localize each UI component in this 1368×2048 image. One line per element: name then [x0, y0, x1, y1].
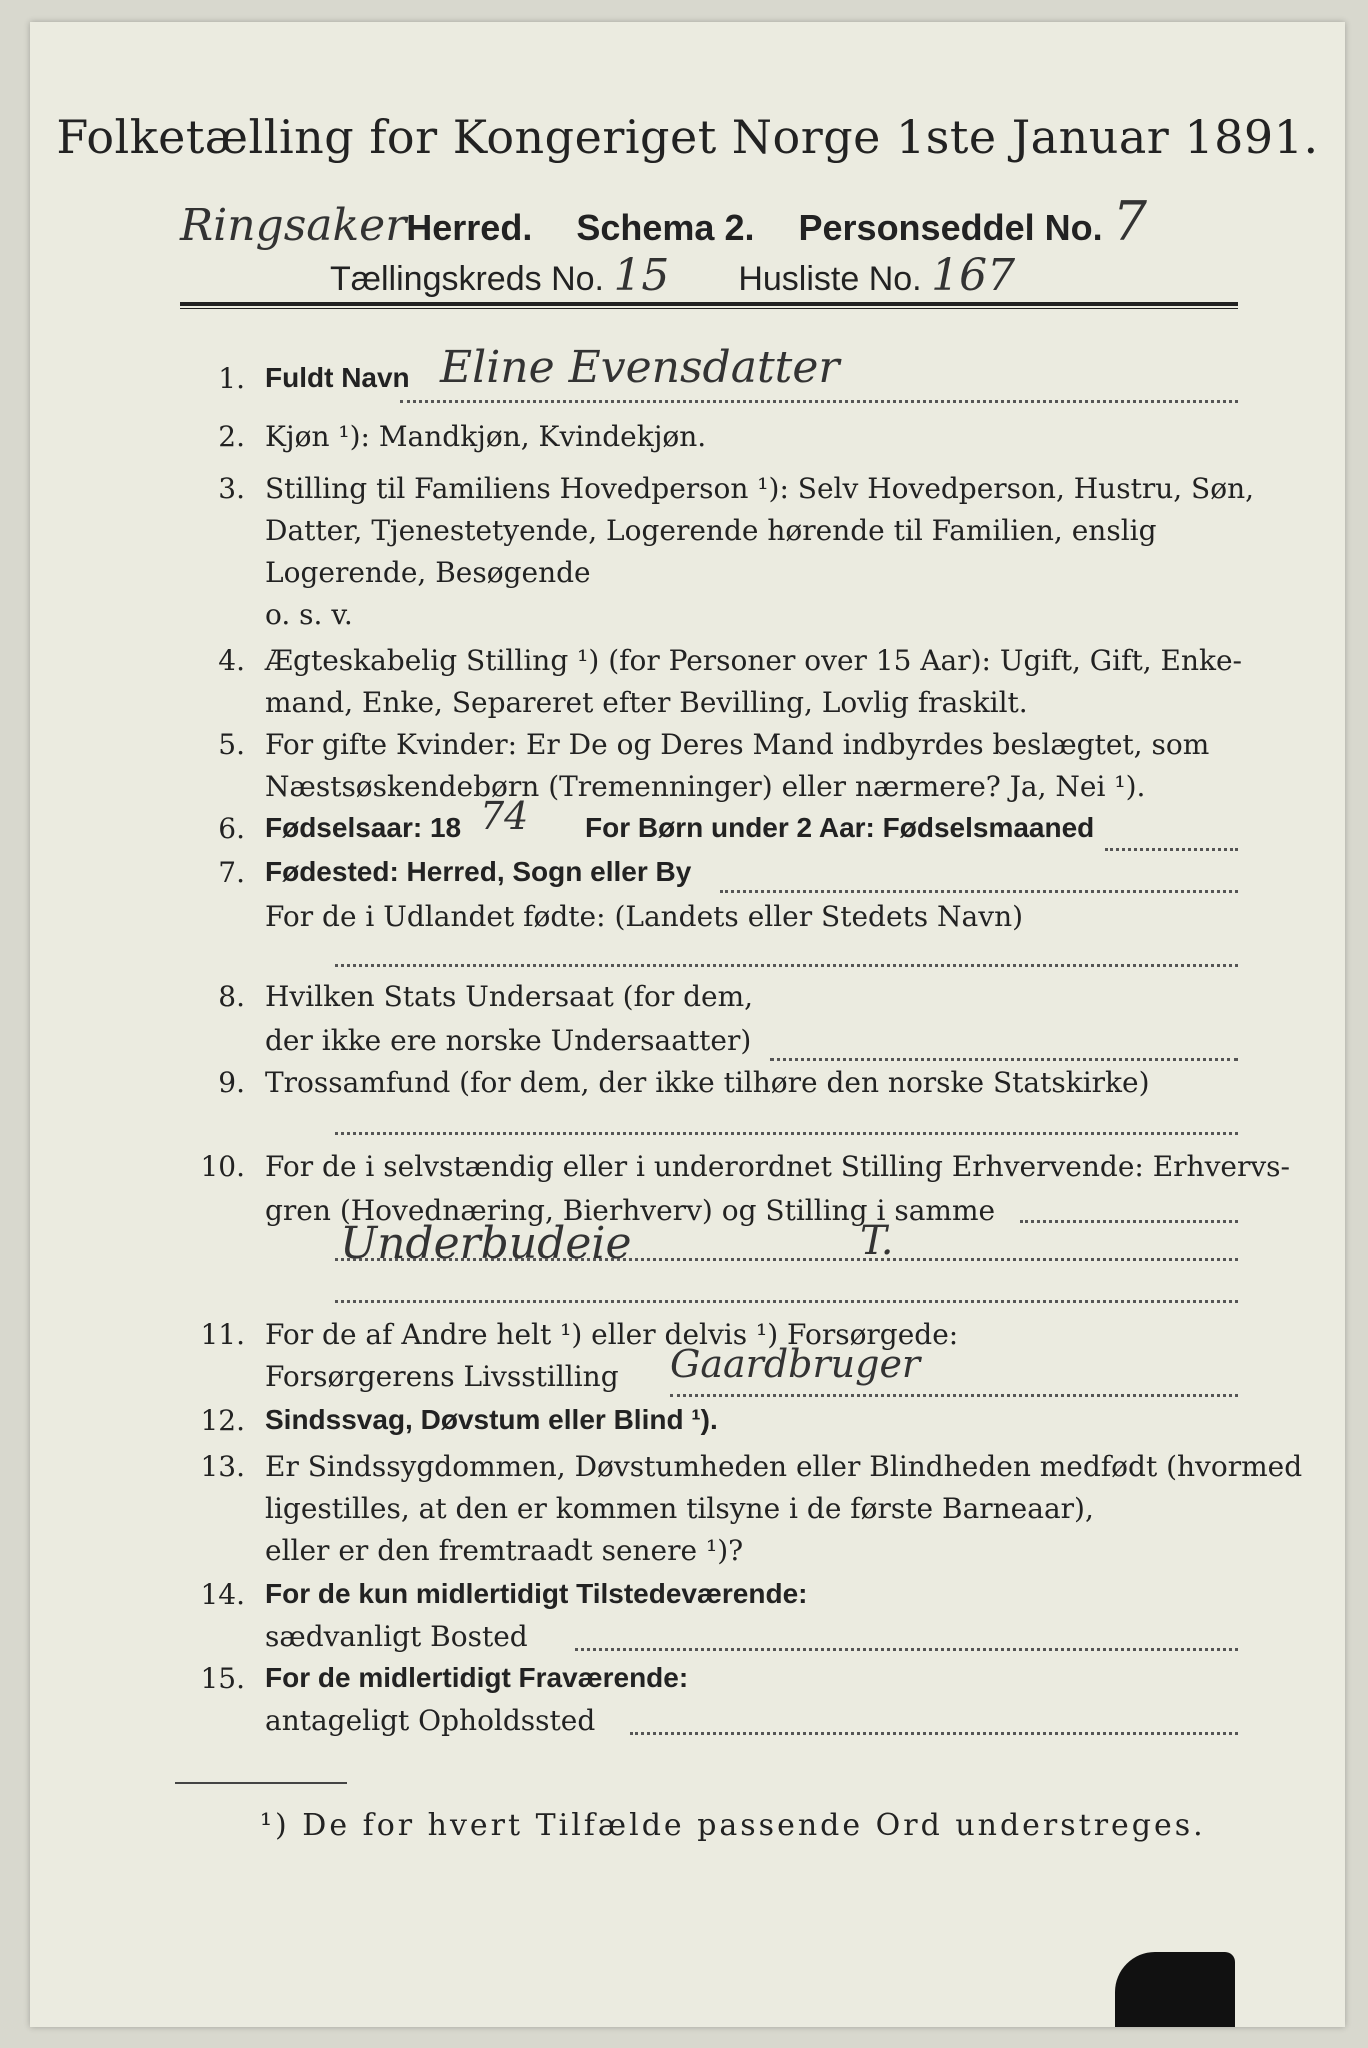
item-number: 11. [200, 1318, 245, 1351]
item-number: 3. [218, 472, 245, 505]
item-text: Trossamfund (for dem, der ikke tilhøre den norske Statskirke) [265, 1066, 1150, 1099]
item-number: 5. [218, 728, 245, 761]
item-text: Næstsøskendebørn (Tremenninger) eller nærmere? Ja, Nei ¹). [265, 770, 1146, 803]
item-text: gren (Hovednæring, Bierhverv) og Stilling i samme [265, 1194, 996, 1227]
answer-line [1020, 1220, 1238, 1223]
item-text: For de af Andre helt ¹) eller delvis ¹) Forsørgede: [265, 1318, 959, 1351]
paper-damage [1115, 1952, 1235, 2027]
municipality-handwritten: Ringsaker [180, 200, 407, 251]
answer-line [335, 1132, 1238, 1135]
answer-line [630, 1732, 1238, 1735]
answer-line [720, 890, 1238, 893]
header-line-1 [180, 190, 1147, 253]
item-text: o. s. v. [265, 598, 353, 631]
item-label: Fuldt Navn [265, 362, 410, 393]
header-rule [180, 302, 1238, 306]
personseddel-label: Personseddel No. [798, 207, 1103, 248]
answer-line [335, 1258, 1238, 1261]
birthyear-handwritten: 74 [480, 794, 529, 838]
item-label: For Børn under 2 Aar: Fødselsmaaned [585, 812, 1095, 843]
item-text: Datter, Tjenestetyende, Logerende hørende til Familien, enslig [265, 514, 1157, 547]
header-rule-thin [180, 308, 1238, 309]
item-label: Fødested: Herred, Sogn eller By [265, 856, 692, 887]
provider-occupation-handwritten: Gaardbruger [670, 1342, 921, 1386]
header-line-2 [330, 250, 1015, 301]
item-label: For de kun midlertidigt Tilstedeværende: [265, 1578, 808, 1609]
footnote-rule [175, 1782, 347, 1784]
item-text: eller er den fremtraadt senere ¹)? [265, 1534, 744, 1567]
item-text: der ikke ere norske Undersaatter) [265, 1024, 752, 1057]
item-number: 9. [218, 1066, 245, 1099]
answer-line [770, 1058, 1238, 1061]
item-number: 1. [218, 362, 245, 395]
item-text: Kjøn ¹): Mandkjøn, Kvindekjøn. [265, 420, 707, 453]
item-number: 10. [200, 1150, 245, 1183]
item-text: For de i selvstændig eller i underordnet Stilling Erhvervende: Erhvervs- [265, 1150, 1291, 1183]
item-text: For gifte Kvinder: Er De og Deres Mand indbyrdes beslægtet, som [265, 728, 1210, 761]
item-label: For de midlertidigt Fraværende: [265, 1662, 689, 1693]
item-number: 12. [200, 1404, 245, 1437]
item-number: 14. [200, 1578, 245, 1611]
schema-label: Schema 2. [576, 207, 755, 248]
item-number: 15. [200, 1662, 245, 1695]
tellingskreds-number: 15 [613, 250, 670, 301]
answer-line [335, 1300, 1238, 1303]
personseddel-number: 7 [1112, 190, 1147, 253]
item-text: sædvanligt Bosted [265, 1620, 528, 1653]
item-text: Forsørgerens Livsstilling [265, 1360, 619, 1393]
item-number: 2. [218, 420, 245, 453]
item-text: Ægteskabelig Stilling ¹) (for Personer over 15 Aar): Ugift, Gift, Enke- [265, 644, 1242, 677]
item-text: Hvilken Stats Undersaat (for dem, [265, 980, 754, 1013]
item-label: Sindssvag, Døvstum eller Blind ¹). [265, 1404, 718, 1435]
item-number: 8. [218, 980, 245, 1013]
answer-line [575, 1648, 1238, 1651]
husliste-label: Husliste No. [738, 260, 922, 298]
answer-line [670, 1394, 1238, 1397]
item-text: Logerende, Besøgende [265, 556, 591, 589]
husliste-number: 167 [931, 250, 1016, 301]
name-handwritten: Eline Evensdatter [440, 342, 840, 393]
herred-label: Herred. [406, 207, 533, 248]
item-text: Er Sindssygdommen, Døvstumheden eller Blindheden medfødt (hvormed [265, 1450, 1303, 1483]
form-title: Folketælling for Kongeriget Norge 1ste Januar 1891. [56, 110, 1319, 164]
item-text: ligestilles, at den er kommen tilsyne i de første Barneaar), [265, 1492, 1094, 1525]
answer-line [1105, 848, 1238, 851]
occupation-mark-handwritten: T. [860, 1218, 894, 1264]
footnote: ¹) De for hvert Tilfælde passende Ord understreges. [260, 1808, 1206, 1843]
tellingskreds-label: Tællingskreds No. [330, 260, 604, 298]
answer-line [400, 400, 1238, 403]
item-number: 6. [218, 812, 245, 845]
census-form [30, 22, 1345, 2027]
item-text: antageligt Opholdssted [265, 1704, 596, 1737]
item-text: mand, Enke, Separeret efter Bevilling, Lovlig fraskilt. [265, 686, 1028, 719]
item-number: 13. [200, 1450, 245, 1483]
item-text: Stilling til Familiens Hovedperson ¹): Selv Hovedperson, Hustru, Søn, [265, 472, 1255, 505]
answer-line [335, 964, 1238, 967]
item-number: 7. [218, 856, 245, 889]
item-text: For de i Udlandet fødte: (Landets eller Stedets Navn) [265, 900, 1024, 933]
occupation-handwritten: Underbudeie [340, 1218, 632, 1269]
item-number: 4. [218, 644, 245, 677]
item-label: Fødselsaar: 18 [265, 812, 462, 843]
